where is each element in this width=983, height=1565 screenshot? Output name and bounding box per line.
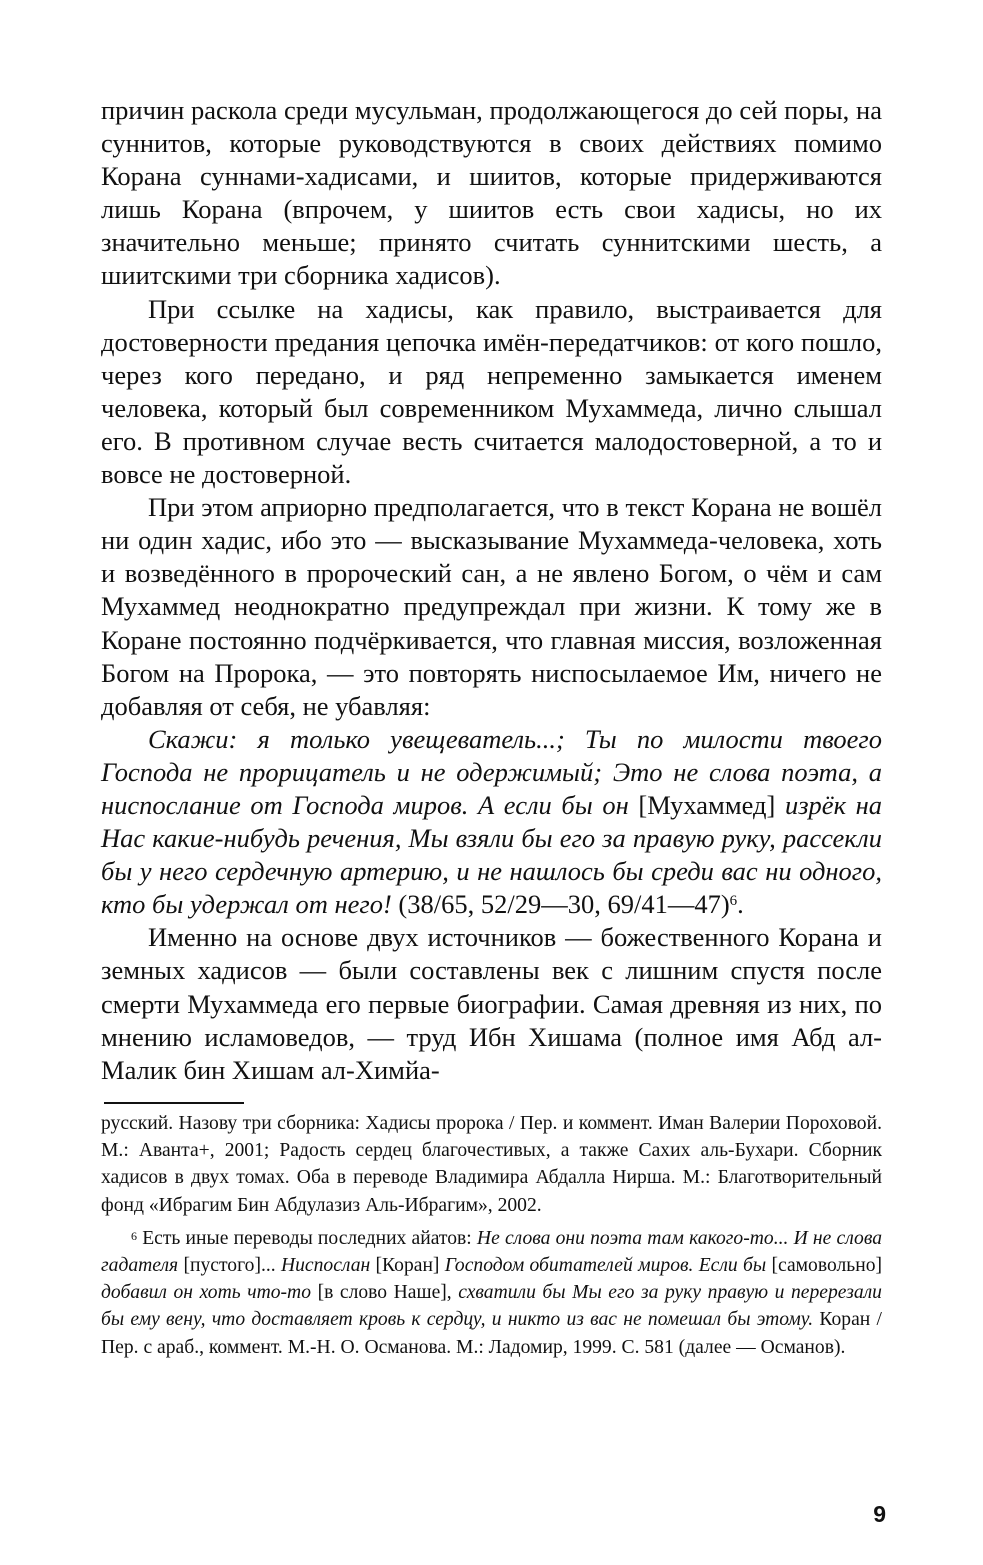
paragraph-3: При этом априорно предполагается, что в текст Корана не вошёл ни один хадис, ибо это — высказывание Мухаммеда-человека, хоть и возведённого в пророческий сан, а не явлено Богом, о чём и сам Мухаммед неоднократно предупреждал при жизни. К тому же в Коране постоянно подчёркивается, что главная миссия, возложенная Богом на Пророка, — это повторять ниспосылаемое Им, ничего не добавляя от себя, не убавляя: (101, 492, 882, 721)
footnote-continued: русский. Назову три сборника: Хадисы пророка / Пер. и коммент. Иман Валерии Пороховой. М.: Аванта+, 2001; Радость сердец благочестивых, а также Сахих аль-Бухари. Сборник хадисов в двух томах. Оба в переводе Владимира Абдалла Нирша. М.: Благотворительный фонд «Ибрагим Бин Абдулазиз Аль-Ибрагим», 2002. (101, 1113, 882, 1216)
footnote-6-text-d: [самовольно] (766, 1255, 883, 1277)
footnote-6-text-f: Коран / Пер. с араб., коммент. М.-Н. О. Османова. М.: Ладомир, 1999. С. 581 (далее — Османов). (101, 1309, 882, 1358)
footnote-6-mark: 6 (131, 1228, 137, 1243)
main-text (101, 94, 882, 1087)
footnote-6-text-e: [в слово Наше], (311, 1282, 459, 1304)
footnote-6-italic-2: Ниспослан (280, 1255, 371, 1277)
paragraph-1: причин раскола среди мусульман, продолжающегося до сей поры, на суннитов, которые руководствуются в своих действиях помимо Корана суннами-хадисами, и шиитов, которые придерживаются лишь Корана (впрочем, у шиитов есть свои хадисы, но их значительно меньше; принято считать суннитскими шесть, а шиитскими три сборника хадисов). (101, 95, 882, 291)
quote-italic-1: Скажи: я только увещеватель...; Ты по милости твоего Господа не прорицатель и не одержимый; Это не слова поэта, а ниспослание от Господа миров. А если бы он (101, 723, 882, 820)
footnote-divider (104, 1102, 244, 1104)
quote-reference: (38/65, 52/29—30, 69/41—47) (398, 889, 730, 920)
footnote-6 (101, 1225, 882, 1361)
quote-italic-2: изрёк на Нас какие-нибудь речения, Мы взяли бы его за правую руку, рассекли бы у него сердечную артерию, и не нашлось бы среди вас ни одного, кто бы удержал от него! (101, 789, 883, 920)
footnote-6-italic-5: схватили бы Мы его за руку правую и перерезали бы ему вену, что доставляет кровь к сердцу, и никто из вас не помешал бы этому. (101, 1282, 882, 1331)
koran-quote (101, 723, 882, 922)
page-number: 9 (873, 1501, 886, 1527)
footnote-6-italic-4: добавил он хоть что-то (101, 1282, 311, 1304)
quote-bracket: [Мухаммед] (638, 789, 776, 820)
paragraph-4: Именно на основе двух источников — божественного Корана и земных хадисов — были составлены век с лишним спустя после смерти Мухаммеда его первые биографии. Самая древняя из них, по мнению исламоведов, — труд Ибн Хишама (полное имя Абд ал-Малик бин Хишам ал-Химйа- (101, 922, 882, 1085)
footnote-6-italic-3: Господом обитателей миров. Если бы (444, 1255, 767, 1277)
footnotes (101, 1110, 882, 1361)
paragraph-2: При ссылке на хадисы, как правило, выстраивается для достоверности предания цепочка имён-передатчиков: от кого пошло, через кого передано, и ряд непременно замыкается именем человека, который был современником Мухаммеда, лично слышал его. В противном случае весть считается малодостоверной, а то и вовсе не достоверной. (101, 293, 882, 490)
quote-end: . (737, 889, 744, 920)
footnote-6-italic-1: Не слова они поэта там какого-то... И не слова гадателя (101, 1227, 882, 1277)
footnote-6-text-c: [Коран] (370, 1255, 445, 1277)
footnote-6-text-b: [пустого]... (178, 1255, 281, 1277)
footnote-6-text-a: Есть иные переводы последних айатов: (137, 1227, 477, 1249)
footnote-marker[interactable]: 6 (729, 893, 738, 910)
